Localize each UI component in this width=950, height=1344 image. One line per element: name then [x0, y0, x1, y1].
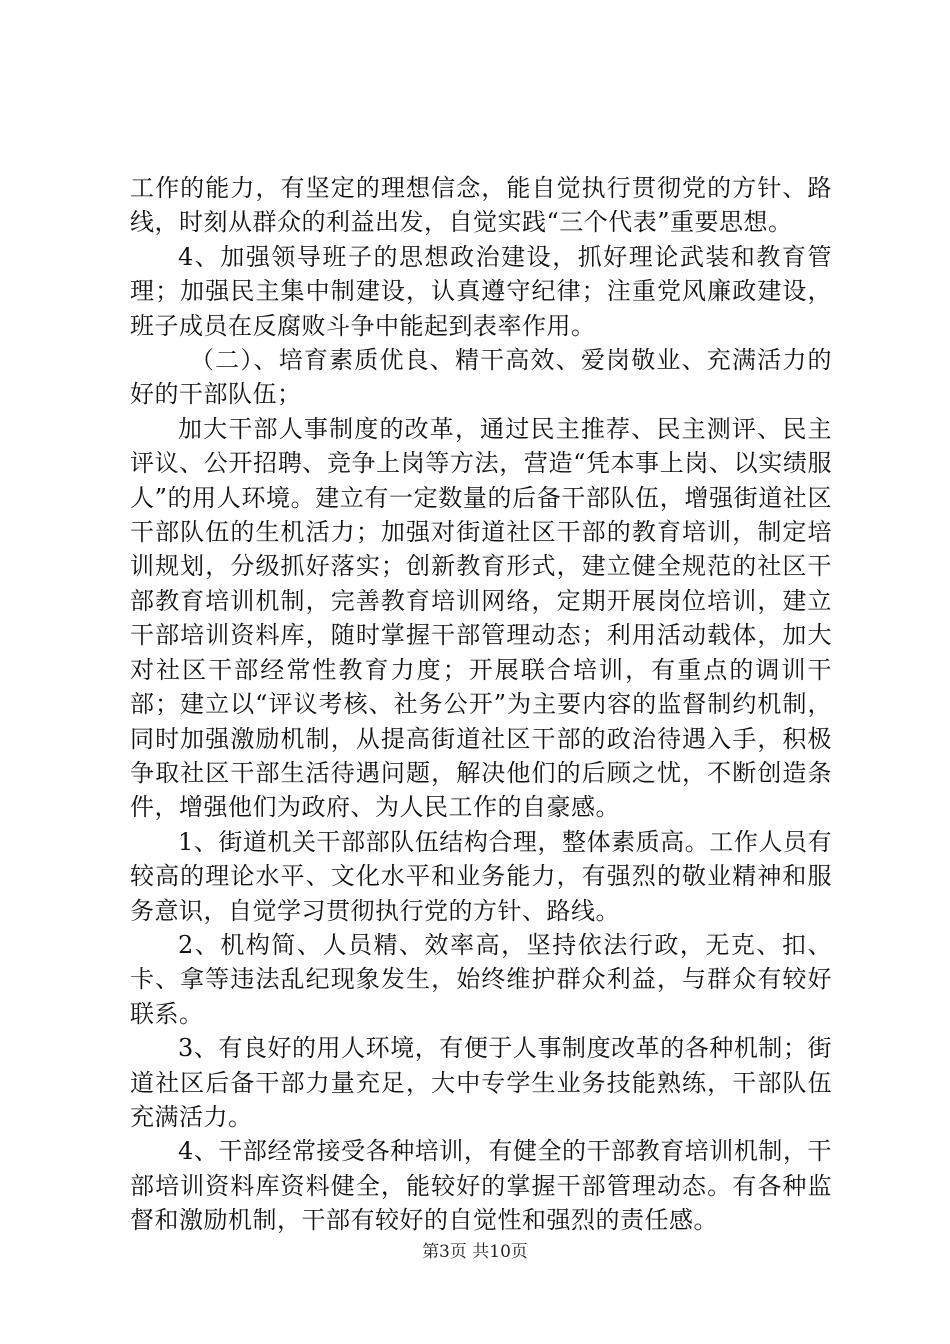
section-heading-2: （二）、培育素质优良、精干高效、爱岗敬业、充满活力的好的干部队伍；	[130, 346, 832, 409]
paragraph-continuation: 工作的能力，有坚定的理想信念，能自觉执行贯彻党的方针、路线，时刻从群众的利益出发，自觉实践“三个代表”重要思想。	[130, 174, 832, 237]
page-footer: 第3页 共10页	[422, 1242, 528, 1262]
paragraph-item-4: 4、干部经常接受各种培训，有健全的干部教育培训机制，干部培训资料库资料健全，能较好的掌握干部管理动态。有各种监督和激励机制，干部有较好的自觉性和强烈的责任感。	[130, 1137, 832, 1235]
document-body	[130, 171, 832, 1238]
paragraph-item-4-leadership: 4、加强领导班子的思想政治建设，抓好理论武装和教育管理；加强民主集中制建设，认真遵守纪律；注重党风廉政建设，班子成员在反腐败斗争中能起到表率作用。	[130, 242, 832, 340]
paragraph-item-2: 2、机构简、人员精、效率高，坚持依法行政，无克、扣、卡、拿等违法乱纪现象发生，始终维护群众利益，与群众有较好联系。	[130, 930, 832, 1028]
paragraph-cadre-reform: 加大干部人事制度的改革，通过民主推荐、民主测评、民主评议、公开招聘、竞争上岗等方法，营造“凭本事上岗、以实绩服人”的用人环境。建立有一定数量的后备干部队伍，增强街道社区干部队伍的生机活力；加强对街道社区干部的教育培训，制定培训规划，分级抓好落实；创新教育形式，建立健全规范的社区干部教育培训机制，完善教育培训网络，定期开展岗位培训，建立干部培训资料库，随时掌握干部管理动态；利用活动载体，加大对社区干部经常性教育力度；开展联合培训，有重点的调训干部；建立以“评议考核、社务公开”为主要内容的监督制约机制，同时加强激励机制，从提高街道社区干部的政治待遇入手，积极争取社区干部生活待遇问题，解决他们的后顾之忧，不断创造条件，增强他们为政府、为人民工作的自豪感。	[130, 414, 832, 822]
paragraph-item-1: 1、街道机关干部部队伍结构合理，整体素质高。工作人员有较高的理论水平、文化水平和业务能力，有强烈的敬业精神和服务意识，自觉学习贯彻执行党的方针、路线。	[130, 827, 832, 925]
paragraph-item-3: 3、有良好的用人环境，有便于人事制度改革的各种机制；街道社区后备干部力量充足，大中专学生业务技能熟练，干部队伍充满活力。	[130, 1034, 832, 1131]
